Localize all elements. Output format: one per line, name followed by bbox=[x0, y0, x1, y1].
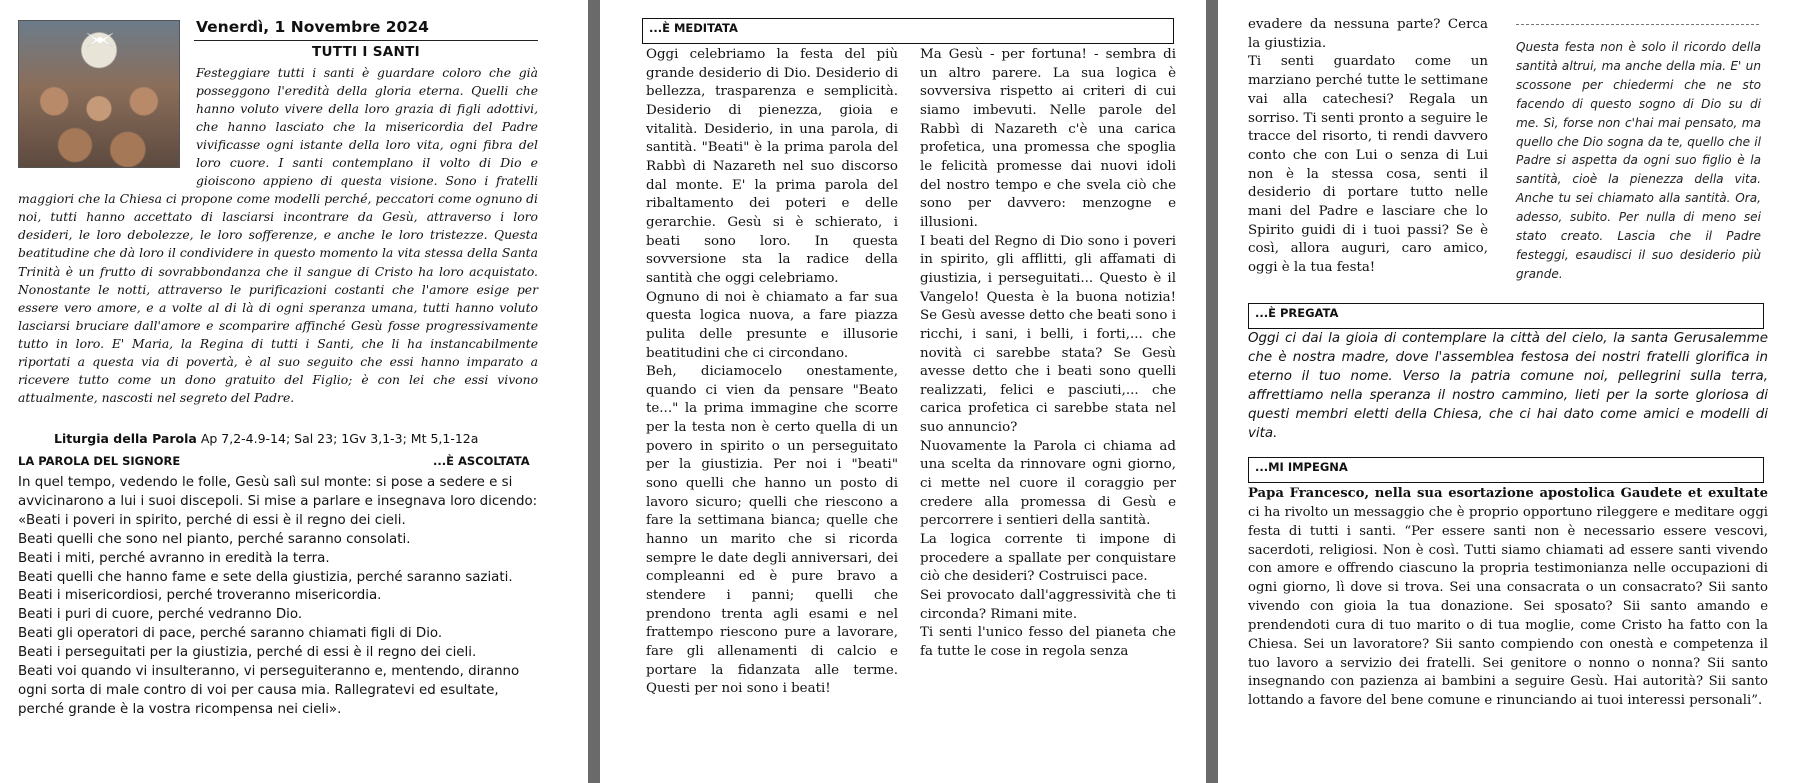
gospel-line: «Beati i poveri in spirito, perché di essi è il regno dei cieli. bbox=[18, 512, 406, 528]
paragraph: Ognuno di noi è chiamato a far sua questa logica nuova, a fare piazza pulita delle presunte e illusorie beatitudini che ci circondano. bbox=[646, 289, 898, 361]
gospel-line: In quel tempo, vedendo le folle, Gesù salì sul monte: si pose a sedere e si avvicinarono a lui i suoi discepoli. Si mise a parlare e insegnava loro dicendo: bbox=[18, 475, 538, 509]
dove-icon bbox=[85, 31, 115, 49]
page-1 bbox=[0, 0, 588, 783]
liturgy-line bbox=[54, 431, 478, 446]
meditata-col-2 bbox=[920, 46, 1176, 662]
gospel-line: Beati quelli che sono nel pianto, perché saranno consolati. bbox=[18, 531, 411, 547]
meditata-col-1 bbox=[646, 46, 898, 699]
quote-divider bbox=[1516, 24, 1759, 25]
paragraph: Ti senti l'unico fesso del pianeta che fa tutte le cose in regola senza bbox=[920, 625, 1176, 659]
parola-heading: LA PAROLA DEL SIGNORE bbox=[18, 454, 181, 468]
prayer-text: Oggi ci dai la gioia di contemplare la città del cielo, la santa Gerusalemme che è nostra madre, dove l'assemblea festosa dei nostri fratelli glorifica in eterno il tuo nome. Verso la patria comune noi, pellegrini sulla terra, affrettiamo nella speranza il nostro cammino, lieti per la sorte gloriosa di questi membri eletti della Chiesa, che ci hai dato come amici e modelli di vita. bbox=[1248, 331, 1768, 441]
paragraph: Oggi celebriamo la festa del più grande desiderio di Dio. Desiderio di bellezza, trasparenza e semplicità. Desiderio di pienezza, gioia e vitalità. Desiderio, in una parola, di santità. "Beati" è la prima parola del Rabbì di Nazareth nel suo discorso dal monte. E' la prima parola del ribaltamento dei poteri e delle gerarchie. Gesù si è schierato, i beati sono loro. In questa sovversione sta la radice della santità che oggi celebriamo. bbox=[646, 47, 898, 286]
meditata-heading: ...È MEDITATA bbox=[642, 18, 1174, 44]
page-2 bbox=[600, 0, 1206, 783]
title-rule bbox=[194, 40, 538, 41]
gospel-line: Beati i misericordiosi, perché troveranno misericordia. bbox=[18, 588, 382, 604]
page-3 bbox=[1218, 0, 1793, 783]
gospel-text bbox=[18, 474, 538, 720]
sidebar-quote: Questa festa non è solo il ricordo della santità altrui, ma anche della mia. E' un scossone per chiedermi che ne sto facendo di questo sogno di Dio su di me. Sì, forse non c'hai mai pensato, ma quello che Dio sogna da te, quello che il Padre si aspetta da ogni suo figlio è la santità, cioè la pienezza della vita. Anche tu sei chiamato alla santità. Ora, adesso, subito. Per nulla di meno sei stato creato. Lascia che il Padre festeggi, esaudisci il suo desiderio più grande. bbox=[1516, 40, 1761, 281]
commitment-text bbox=[1248, 485, 1768, 711]
paragraph: Ti senti guardato come un marziano perché tutte le settimane vai alla catechesi? Regala un sorriso. Ti senti pronto a seguire le tracce del risorto, ti rendi davvero conto che con Lui o senza di Lui non è la stessa cosa, senti il desiderio di portare tutto nelle mani del Padre e lasciare che lo Spirito guidi di i tuoi passi? Se è così, allora auguri, caro amico, oggi è la tua festa! bbox=[1248, 54, 1488, 276]
paragraph: Ma Gesù - per fortuna! - sembra di un altro parere. La sua logica è sovversiva rispetto ai criteri di cui siamo imbevuti. Nelle parole del Rabbì di Nazareth c'è una carica profetica, una promessa che spoglia le felicità promesse dai nuovi idoli del nostro tempo e che svela ciò che sono per davvero: menzogne e illusioni. bbox=[920, 47, 1176, 230]
paragraph: Sei provocato dall'aggressività che ti circonda? Rimani mite. bbox=[920, 588, 1176, 622]
meditata-continued bbox=[1248, 16, 1488, 278]
liturgy-refs: Ap 7,2-4.9-14; Sal 23; 1Gv 3,1-3; Mt 5,1-12a bbox=[200, 431, 479, 446]
gospel-line: Beati gli operatori di pace, perché saranno chiamati figli di Dio. bbox=[18, 626, 443, 642]
ascolta-heading: ...È ASCOLTATA bbox=[433, 454, 530, 468]
gospel-line: Beati i miti, perché avranno in eredità la terra. bbox=[18, 550, 330, 566]
pregata-heading: ...È PREGATA bbox=[1248, 303, 1764, 329]
paragraph: La logica corrente ti impone di procedere a spallate per conquistare ciò che desideri? Costruisci pace. bbox=[920, 532, 1176, 585]
page-title: TUTTI I SANTI bbox=[312, 44, 420, 60]
paragraph: Beh, diciamocelo onestamente, quando ci vien da pensare "Beato te..." la prima immagine che scorre per la testa non è certo quella di un povero in spirito o un perseguitato per la giustizia. Per noi i "beati" sono quelli che hanno un posto di lavoro sicuro; quelli che riescono a fare la settimana bianca; quelle che hanno un marito che si ricorda sempre le date degli anniversari, dei compleanni ed è pure bravo a stendere i panni; quelli che prendono trenta agli esami e nel frattempo riescono pure a lavorare, fare gli allenamenti di calcio e portare la fidanzata alle terme. Questi per noi sono i beati! bbox=[646, 364, 898, 697]
gospel-line: Beati i puri di cuore, perché vedranno Dio. bbox=[18, 607, 303, 623]
gutter-2 bbox=[1206, 0, 1218, 783]
intro-text bbox=[18, 64, 538, 407]
gospel-line: Beati quelli che hanno fame e sete della giustizia, perché saranno saziati. bbox=[18, 569, 513, 585]
gospel-line: Beati voi quando vi insulteranno, vi perseguiteranno e, mentendo, diranno ogni sorta di male contro di voi per causa mia. Rallegratevi ed esultate, perché grande è la vostra ricompensa nei cieli». bbox=[18, 664, 520, 717]
intro-body: Festeggiare tutti i santi è guardare coloro che già posseggono l'eredità della gloria eterna. Quelli che hanno voluto vivere della loro grazia di figli adottivi, che hanno lasciato che la misericordia del Padre vivificasse ogni istante della loro vita, ogni fibra del loro cuore. I santi contemplano il volto di Dio e gioiscono appieno di questa visione. Sono i fratelli maggiori che la Chiesa ci propone come modelli perché, peccatori come ognuno di noi, tutti hanno accettato di lasciarsi incontrare da Gesù, attraverso i loro desideri, le loro debolezze, le loro sofferenze, e anche le loro tristezze. Questa beatitudine che dà loro il condividere in questo momento la vita stessa della Santa Trinità è un frutto di sovrabbondanza che il sangue di Cristo ha loro acquistato. Nonostante le notti, attraverso le purificazioni costanti che l'amore esige per essere vero amore, e a volte al di là di ogni speranza umana, tutti hanno voluto lasciarsi bruciare dall'amore e scomparire affinché Gesù fosse progressivamente tutto in loro. E' Maria, la Regina di tutti i Santi, che li ha instancabilmente riportati a questa via di povertà, è al suo seguito che essi hanno imparato a ricevere tutto come un dono gratuito del Figlio; è con lei che essi vivono attualmente, nascosti nel segreto del Padre. bbox=[18, 66, 538, 405]
paragraph: I beati del Regno di Dio sono i poveri in spirito, gli afflitti, gli affamati di giustizia, i perseguitati... Questo è il Vangelo! Questa è la buona notizia! Se Gesù avesse detto che beati sono i ricchi, i sani, i belli, i forti,... che novità ci sarebbe stata? Se Gesù avesse detto che i beati sono quelli realizzati, felici e pasciuti,... che carica profetica ci sarebbe stata nel suo annuncio? bbox=[920, 233, 1176, 436]
commitment-lead: Papa Francesco, nella sua esortazione apostolica Gaudete et exultate bbox=[1248, 486, 1768, 501]
gutter-1 bbox=[588, 0, 600, 783]
liturgy-label: Liturgia della Parola bbox=[54, 431, 197, 446]
paragraph: Nuovamente la Parola ci chiama ad una scelta da rinnovare ogni giorno, ci mette nel cuore il coraggio per credere alla promessa di Gesù e percorrere i sentieri della santità. bbox=[920, 438, 1176, 529]
commitment-body: ci ha rivolto un messaggio che è proprio opportuno rileggere e meditare oggi festa di tutti i santi. “Per essere santi non è necessario essere vescovi, sacerdoti, religiosi. Non è così. Tutti siamo chiamati ad essere santi vivendo con amore e offrendo ciascuno la propria testimonianza nelle occupazioni di ogni giorno, lì dove si trova. Sei una consacrata o un consacrato? Sii santo vivendo con gioia la tua donazione. Sei sposato? Sii santo amando e prendendoti cura di tuo marito o di tua moglie, come Cristo ha fatto con la Chiesa. Sei un lavoratore? Sii santo compiendo con onestà e competenza il tuo lavoro a servizio dei fratelli. Sei genitore o nonno o nonna? Sii santo insegnando con pazienza ai bambini a seguire Gesù. Hai autorità? Sii santo lottando a favore del bene comune e rinunciando ai tuoi interessi personali”. bbox=[1248, 504, 1768, 709]
gospel-line: Beati i perseguitati per la giustizia, perché di essi è il regno dei cieli. bbox=[18, 645, 477, 661]
impegna-heading: ...MI IMPEGNA bbox=[1248, 457, 1764, 483]
paragraph: evadere da nessuna parte? Cerca la giustizia. bbox=[1248, 17, 1488, 51]
page-date: Venerdì, 1 Novembre 2024 bbox=[196, 18, 429, 36]
